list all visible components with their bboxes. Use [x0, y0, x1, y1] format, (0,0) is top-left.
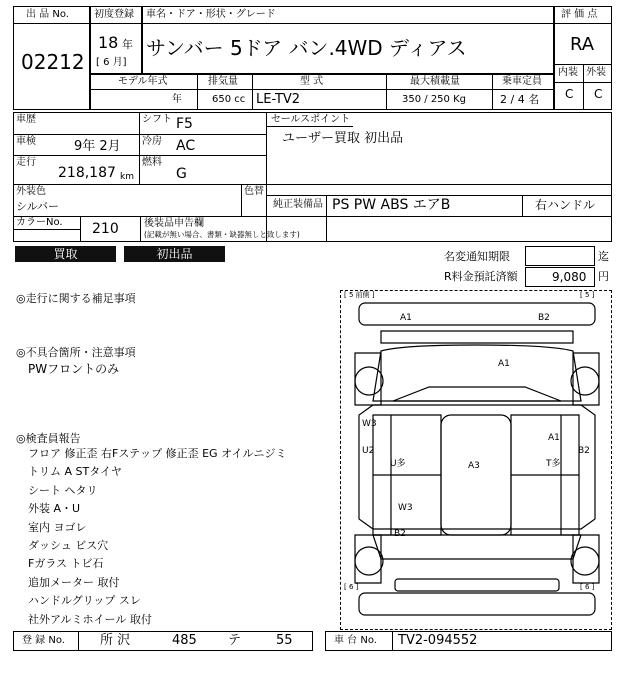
exterior-color-value: シルバー	[16, 200, 59, 213]
car-name-label: 車名・ドア・形状・グレード	[146, 9, 276, 20]
inspector-header: ◎検査員報告	[16, 432, 81, 445]
exterior-label: 外装	[586, 67, 606, 78]
mark-front-a1: A1	[400, 313, 412, 323]
front-right-label: [ 5 ]	[580, 291, 595, 299]
registration-month: [ 6 月]	[96, 57, 127, 68]
model-year-value: 年	[172, 94, 182, 105]
registration-year-unit: 年	[122, 38, 133, 51]
model-year-label: モデル年式	[118, 76, 168, 87]
first-registration-label: 初度登録	[94, 9, 134, 20]
equipment-value: PS PW ABS エアB	[332, 197, 451, 213]
damage-diagram	[340, 290, 612, 630]
rear-left-label: [ 6 ]	[344, 583, 359, 591]
type-label: 型 式	[300, 76, 324, 87]
registration-num1: 485	[172, 633, 197, 648]
lot-number: 02212	[21, 50, 85, 74]
aftermarket-label: 後装品申告欄	[144, 218, 204, 229]
inspector-line: 室内 ヨゴレ	[28, 520, 87, 534]
name-change-box	[525, 246, 595, 266]
inspector-line: 追加メーター 取付	[28, 575, 120, 589]
car-name: サンバー 5ドア バン.4WD ディアス	[146, 36, 467, 60]
ac-value: AC	[176, 138, 196, 154]
interior-label: 内装	[558, 67, 578, 78]
mileage-value: 218,187	[58, 165, 116, 181]
mark-roof-a3: A3	[468, 461, 480, 471]
mark-rear-left-w3: W3	[398, 503, 413, 513]
exterior-color-label: 外装色	[16, 186, 46, 197]
inspector-lines	[28, 448, 328, 628]
color-no-value: 210	[92, 221, 119, 237]
mark-left-door-u: U多	[390, 459, 406, 469]
mileage-label: 走行	[16, 157, 36, 168]
kaitori-badge: 買取	[15, 246, 116, 262]
mark-right-a1: A1	[548, 433, 560, 443]
shift-label: シフト	[142, 114, 172, 125]
sales-point-text: ユーザー買取 初出品	[282, 131, 404, 146]
registration-place: 所 沢	[100, 633, 131, 648]
capacity-value: 2 / 4 名	[500, 93, 540, 106]
displacement-value: 650 cc	[212, 94, 246, 105]
mark-left-u2: U2	[362, 446, 375, 456]
max-load-label: 最大積載量	[410, 76, 460, 87]
recycle-value: 9,080	[552, 270, 587, 284]
inspector-line: 社外アルミホイール 取付	[28, 612, 152, 626]
inspector-line: 外装 A・U	[28, 502, 81, 516]
color-no-label: カラーNo.	[16, 217, 63, 228]
inspector-line: ダッシュ ビス穴	[28, 539, 109, 552]
mark-right-b2: B2	[578, 446, 590, 456]
mark-left-w3: W3	[362, 419, 377, 429]
mark-right-door-t: T多	[546, 459, 561, 469]
mark-front-b2: B2	[538, 313, 550, 323]
name-change-label: 名変通知期限	[444, 250, 510, 263]
inspector-line: トリム A STタイヤ	[28, 465, 122, 479]
fuel-value: G	[176, 166, 187, 182]
mark-hood-a1: A1	[498, 359, 510, 369]
recycle-unit: 円	[598, 270, 609, 283]
mileage-unit: km	[120, 172, 134, 182]
rear-right-label: [ 6 ]	[580, 583, 595, 591]
inspector-line: フロア 修正歪 右Fステップ 修正歪 EG オイルニジミ	[28, 447, 287, 460]
inspector-line: Fガラス トビ石	[28, 557, 104, 571]
shift-value: F5	[176, 116, 193, 132]
name-change-unit: 迄	[598, 250, 609, 263]
max-load-value: 350 / 250 Kg	[402, 94, 466, 105]
front-left-label: [ 5 前側 ]	[344, 291, 375, 299]
car-body-diagram	[341, 291, 611, 629]
mark-rear-left-b2: B2	[394, 529, 406, 539]
registration-kana: テ	[228, 633, 242, 648]
inspector-line: シート ヘタリ	[28, 483, 98, 497]
driving-notes-header: ◎走行に関する補足事項	[16, 292, 136, 305]
chassis-no-value: TV2-094552	[398, 633, 478, 648]
aftermarket-note: (記載が無い場合、書類・缺器無しと致します)	[144, 230, 300, 239]
chassis-no-label: 車 台 No.	[334, 635, 377, 646]
recolor-label: 色替	[244, 186, 264, 197]
displacement-label: 排気量	[208, 76, 238, 87]
defect-notes-text: PWフロントのみ	[28, 362, 120, 376]
hatsu-badge: 初出品	[124, 246, 225, 262]
grade-value: RA	[570, 34, 595, 55]
exterior-grade: C	[594, 87, 603, 101]
fuel-label: 燃料	[142, 157, 162, 168]
shaken-value: 9年 2月	[74, 139, 121, 154]
sales-point-label: セールスポイント	[271, 114, 351, 125]
registration-no-label: 登 録 No.	[22, 635, 65, 646]
history-label: 車歴	[16, 114, 36, 125]
registration-year: 18	[98, 33, 119, 52]
equipment-label: 純正装備品	[273, 199, 323, 210]
inspector-line: ハンドルグリップ スレ	[28, 594, 141, 608]
defect-notes-header: ◎不具合箇所・注意事項	[16, 346, 136, 359]
capacity-label: 乗車定員	[502, 76, 542, 87]
grade-label: 評 価 点	[561, 9, 598, 20]
lot-number-label: 出 品 No.	[26, 9, 69, 20]
recycle-label: R料金預託済額	[444, 270, 518, 283]
handle-side: 右ハンドル	[535, 198, 596, 212]
registration-num2: 55	[276, 633, 293, 648]
shaken-label: 車検	[16, 136, 36, 147]
type-value: LE-TV2	[256, 92, 301, 107]
ac-label: 冷房	[142, 136, 162, 147]
interior-grade: C	[565, 87, 574, 101]
